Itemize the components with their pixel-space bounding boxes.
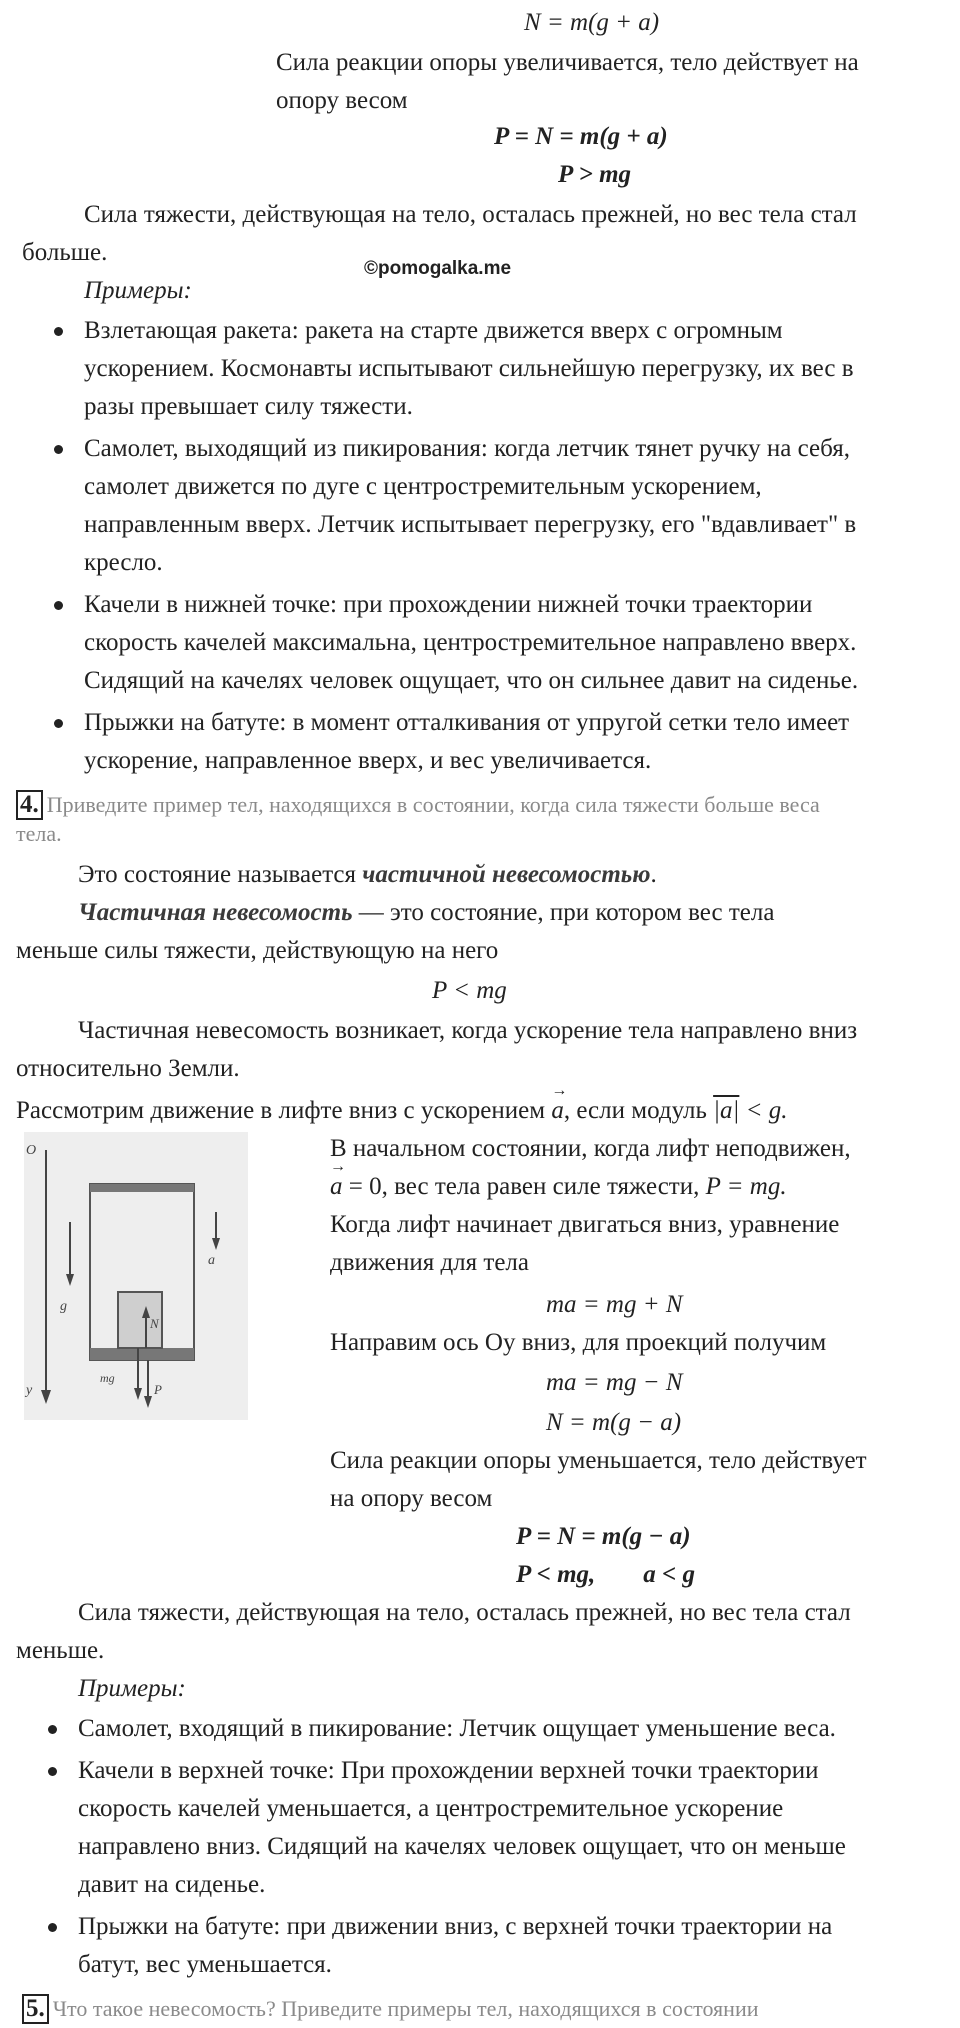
elevator-floor bbox=[90, 1348, 194, 1360]
paragraph-line: Сила тяжести, действующая на тело, осталась прежней, но вес тела стал bbox=[78, 1599, 851, 1626]
paragraph-line: опору весом bbox=[276, 87, 408, 114]
text-span: = 0, вес тела равен силе тяжести, bbox=[342, 1173, 706, 1200]
list-item-line: Качели в верхней точке: При прохождении верхней точки траектории bbox=[78, 1757, 819, 1784]
equation-n: N = m(g + a) bbox=[524, 9, 660, 36]
paragraph-line: Частичная невесомость возникает, когда ускорение тела направлено вниз bbox=[78, 1017, 858, 1044]
elevator-diagram bbox=[24, 1132, 248, 1420]
elevator-figure bbox=[24, 1132, 248, 1420]
equation-proj1: ma = mg − N bbox=[546, 1369, 683, 1396]
text-span: Рассмотрим движение в лифте вниз с ускорением bbox=[16, 1097, 552, 1124]
term: Частичная невесомость bbox=[78, 899, 353, 926]
a-arrow-head-icon bbox=[212, 1238, 220, 1250]
paragraph-line: движения для тела bbox=[330, 1249, 529, 1276]
equation-p1: P = N = m(g + a) bbox=[494, 123, 668, 150]
vector-a: → a bbox=[551, 1092, 564, 1130]
question-5 bbox=[22, 1990, 759, 2028]
paragraph-line: Направим ось Оу вниз, для проекций получим bbox=[330, 1329, 827, 1356]
label-y: y bbox=[26, 1383, 33, 1398]
list-item-line: скорость качелей максимальна, центростремительное направлено вверх. bbox=[84, 629, 857, 656]
list-item-line: Сидящий на качелях человек ощущает, что он сильнее давит на сиденье. bbox=[84, 667, 859, 694]
bullet-icon bbox=[54, 445, 63, 454]
label-a: a bbox=[208, 1253, 215, 1268]
list-item-line: скорость качелей уменьшается, а центростремительное ускорение bbox=[78, 1795, 784, 1822]
bullet-icon bbox=[54, 601, 63, 610]
bullet-icon bbox=[54, 327, 63, 336]
paragraph-line: на опору весом bbox=[330, 1485, 493, 1512]
paragraph-line: Когда лифт начинает двигаться вниз, уравнение bbox=[330, 1211, 840, 1238]
list-item bbox=[84, 586, 954, 700]
list-item-line: ускорение, направленное вверх, и вес увеличивается. bbox=[84, 747, 652, 774]
list-item-line: Качели в нижней точке: при прохождении нижней точки траектории bbox=[84, 591, 813, 618]
label-mg: mg bbox=[100, 1371, 115, 1385]
paragraph-line: больше. bbox=[22, 239, 108, 266]
text-span: . bbox=[650, 861, 657, 888]
text-span: P = mg. bbox=[705, 1173, 787, 1200]
equation-proj2: N = m(g − a) bbox=[546, 1409, 682, 1436]
list-item bbox=[84, 704, 954, 780]
text-span: Это состояние называется bbox=[78, 861, 363, 888]
bullet-icon bbox=[54, 719, 63, 728]
list-item bbox=[78, 1752, 948, 1904]
list-item-line: направлено вниз. Сидящий на качелях человек ощущает, что он меньше bbox=[78, 1833, 846, 1860]
list-item-line: разы превышает силу тяжести. bbox=[84, 393, 413, 420]
text-span: P < mg, bbox=[516, 1561, 596, 1588]
question-text-cont: тела. bbox=[16, 821, 62, 846]
paragraph-line: меньше. bbox=[16, 1637, 105, 1664]
text-span: a < g bbox=[643, 1561, 696, 1588]
label-o: O bbox=[26, 1143, 37, 1158]
list-item-line: Прыжки на батуте: в момент отталкивания от упругой сетки тело имеет bbox=[84, 709, 850, 736]
examples-overload-list bbox=[84, 312, 954, 780]
equation-p3: P = N = m(g − a) bbox=[516, 1523, 691, 1550]
list-item-line: Прыжки на батуте: при движении вниз, с верхней точки траектории на bbox=[78, 1913, 833, 1940]
examples-label: Примеры: bbox=[78, 1675, 186, 1702]
bullet-icon bbox=[48, 1725, 57, 1734]
paragraph-line: Сила тяжести, действующая на тело, осталась прежней, но вес тела стал bbox=[84, 201, 857, 228]
list-item-line: самолет движется по дуге с центростремительным ускорением, bbox=[84, 473, 762, 500]
question-number: 5. bbox=[22, 1994, 49, 2024]
equation-vector: ma = mg + N bbox=[546, 1291, 683, 1318]
text-span: , если модуль bbox=[563, 1097, 714, 1124]
list-item bbox=[78, 1908, 948, 1984]
label-n: N bbox=[150, 1316, 159, 1331]
paragraph-line bbox=[78, 856, 657, 894]
list-item bbox=[84, 430, 954, 582]
g-arrow-head-icon bbox=[66, 1274, 74, 1286]
question-4 bbox=[16, 786, 820, 824]
text-span: — это состояние, при котором вес тела bbox=[352, 899, 775, 926]
paragraph-line: Сила реакции опоры увеличивается, тело действует на bbox=[276, 49, 859, 76]
question-text: Приведите пример тел, находящихся в состоянии, когда сила тяжести больше веса bbox=[46, 792, 820, 817]
paragraph-line: относительно Земли. bbox=[16, 1055, 240, 1082]
mg-arrow-head-icon bbox=[134, 1388, 142, 1400]
list-item-line: ускорением. Космонавты испытывают сильнейшую перегрузку, их вес в bbox=[84, 355, 854, 382]
watermark: ©pomogalka.me bbox=[364, 258, 512, 279]
paragraph-line: меньше силы тяжести, действующую на него bbox=[16, 937, 499, 964]
list-item bbox=[84, 312, 954, 426]
p-arrow-head-icon bbox=[144, 1396, 152, 1408]
list-item bbox=[78, 1710, 948, 1748]
paragraph-line: В начальном состоянии, когда лифт неподвижен, bbox=[330, 1135, 851, 1162]
bullet-icon bbox=[48, 1923, 57, 1932]
paragraph-line bbox=[330, 1168, 787, 1206]
list-item-line: Взлетающая ракета: ракета на старте движется вверх с огромным bbox=[84, 317, 783, 344]
paragraph-line bbox=[16, 1092, 787, 1130]
bullet-icon bbox=[48, 1767, 57, 1776]
list-item-line: Самолет, входящий в пикирование: Летчик ощущает уменьшение веса. bbox=[78, 1715, 836, 1742]
text-span: < g. bbox=[739, 1097, 788, 1124]
label-g: g bbox=[60, 1299, 67, 1314]
examples-weightless-list bbox=[78, 1710, 948, 1984]
y-axis-arrow-icon bbox=[41, 1390, 51, 1404]
question-text: Что такое невесомость? Приведите примеры тел, находящихся в состоянии bbox=[52, 1996, 759, 2021]
list-item-line: направленным вверх. Летчик испытывает перегрузку, его "вдавливает" в bbox=[84, 511, 857, 538]
equation-p4 bbox=[516, 1556, 695, 1594]
paragraph-line bbox=[78, 894, 774, 932]
list-item-line: кресло. bbox=[84, 549, 163, 576]
list-item-line: Самолет, выходящий из пикирования: когда летчик тянет ручку на себя, bbox=[84, 435, 850, 462]
abs-a: |a| bbox=[713, 1097, 740, 1124]
paragraph-line: Сила реакции опоры уменьшается, тело действует bbox=[330, 1447, 867, 1474]
examples-label: Примеры: bbox=[84, 277, 192, 304]
equation-p2: P > mg bbox=[558, 161, 632, 188]
elevator-ceiling bbox=[90, 1184, 194, 1192]
term: частичной невесомостью bbox=[362, 861, 651, 888]
list-item-line: батут, вес уменьшается. bbox=[78, 1951, 332, 1978]
label-p: P bbox=[154, 1382, 162, 1397]
vector-a: → a bbox=[330, 1168, 343, 1206]
question-number: 4. bbox=[16, 790, 43, 820]
list-item-line: давит на сиденье. bbox=[78, 1871, 266, 1898]
equation-p-less: P < mg bbox=[432, 977, 507, 1004]
